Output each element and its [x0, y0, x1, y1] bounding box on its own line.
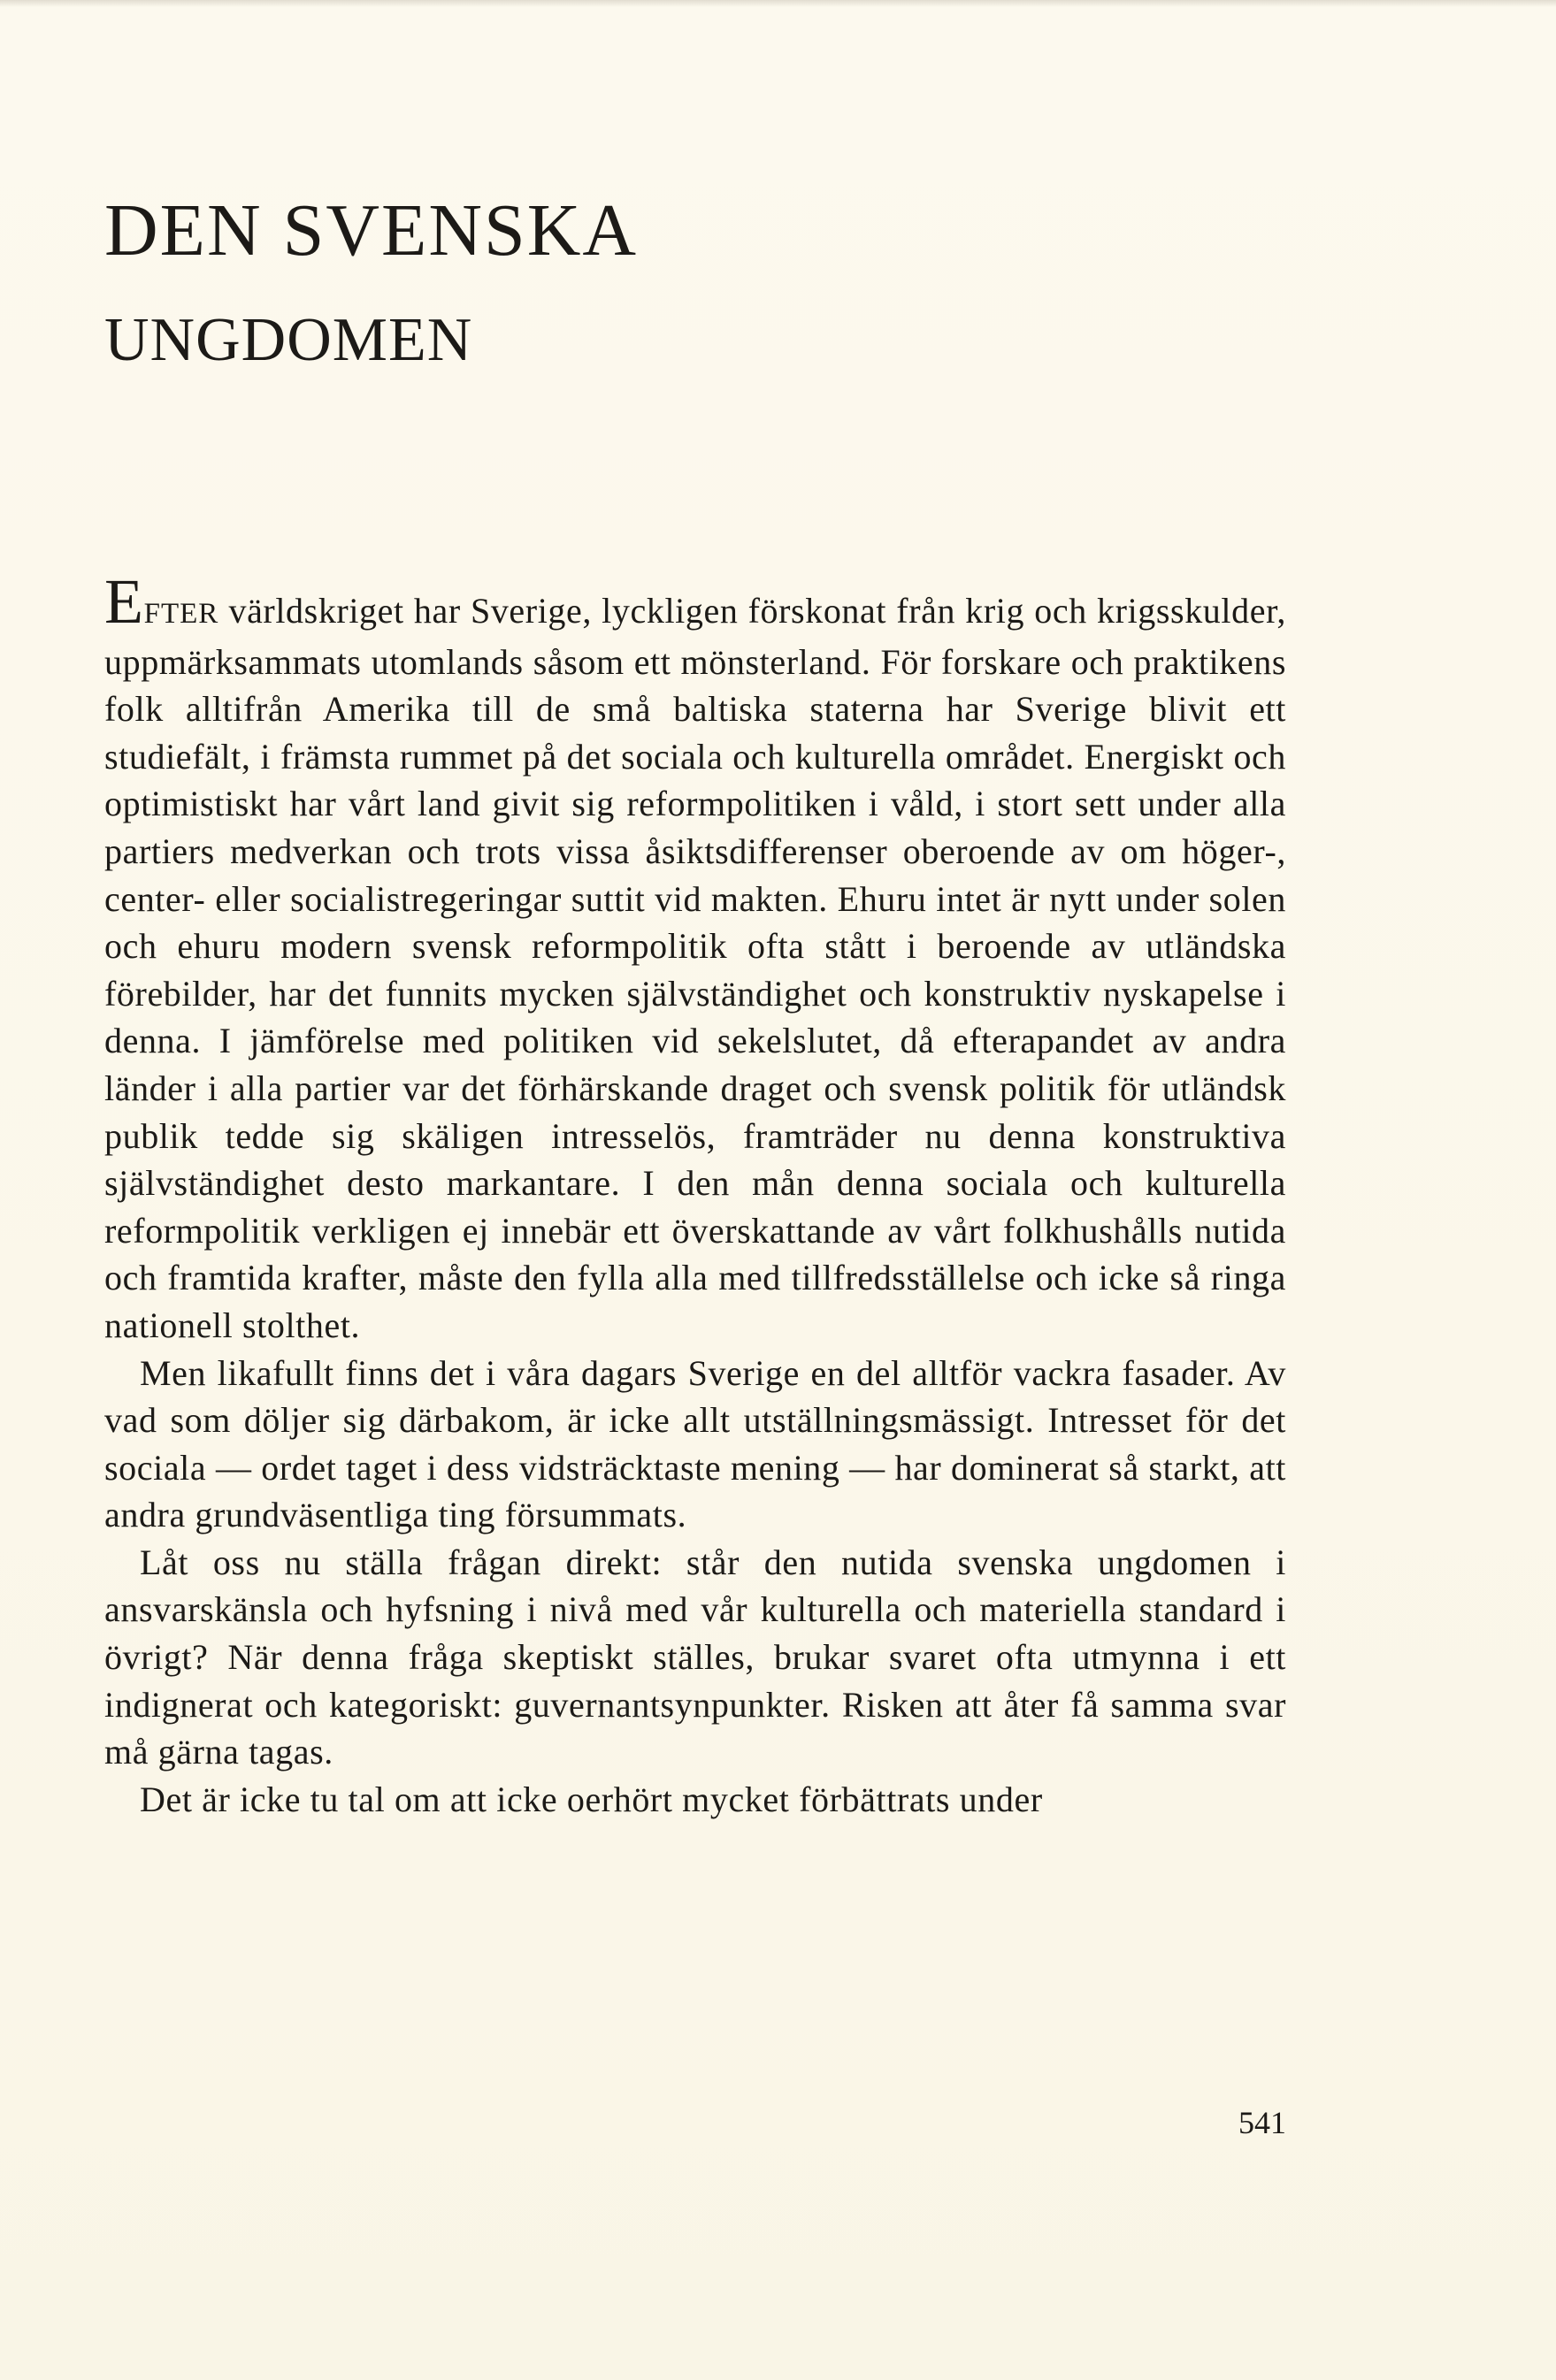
paragraph-2: Men likafullt finns det i våra dagars Sverige en del alltför vackra fasader. Av vad som döljer sig därbakom, är icke allt utställningsmässigt. Intresset för det sociala — ordet taget i dess vidsträcktaste mening — har dominerat så starkt, att andra grundväsentliga ting försummats. [104, 1352, 1286, 1535]
article-title: DEN SVENSKA [104, 189, 639, 272]
article-body [104, 566, 1286, 1823]
paragraph-1 [104, 566, 1286, 1350]
paragraph-3: Låt oss nu ställa frågan direkt: står den nutida svenska ungdomen i ansvarskänsla och hyfsning i nivå med vår kulturella och materiella standard i övrigt? När denna fråga skeptiskt ställes, brukar svaret ofta utmynna i ett indignerat och kategoriskt: guvernantsynpunkter. Risken att åter få samma svar må gärna tagas. [104, 1542, 1286, 1772]
lead-smallcaps: FTER [143, 598, 219, 630]
paragraph-1-text: världskriget har Sverige, lyckligen förskonat från krig och krigsskulder, uppmärksammats utomlands såsom ett mönsterland. För forskare och praktikens folk alltifrån Amerika till de små baltiska staterna har Sverige blivit ett studiefält, i främsta rummet på det sociala och kulturella området. Energiskt och optimistiskt har vårt land givit sig reformpolitiken i våld, i stort sett under alla partiers medverkan och trots vissa åsiktsdifferenser oberoende av om höger-, center- eller socialistregeringar suttit vid makten. Ehuru intet är nytt under solen och ehuru modern svensk reformpolitik ofta stått i beroende av utländska förebilder, har det funnits mycken självständighet och konstruktiv nyskapelse i denna. I jämförelse med politiken vid sekelslutet, då efterapandet av andra länder i alla partier var det förhärskande draget och svensk politik för utländsk publik tedde sig skäligen intresselös, framträder nu denna konstruktiva självständighet desto markantare. I den mån denna sociala och kulturella reformpolitik verkligen ej innebär ett överskattande av vårt folkhushålls nutida och framtida krafter, måste den fylla alla med tillfredsställelse och icke så ringa nationell stolthet. [104, 591, 1286, 1345]
paragraph-4: Det är icke tu tal om att icke oerhört mycket förbättrats under [140, 1779, 1043, 1819]
drop-cap: E [104, 566, 144, 637]
page-number: 541 [1238, 2105, 1286, 2140]
page-top-edge [0, 0, 1556, 7]
article-subtitle: UNGDOMEN [104, 306, 473, 374]
